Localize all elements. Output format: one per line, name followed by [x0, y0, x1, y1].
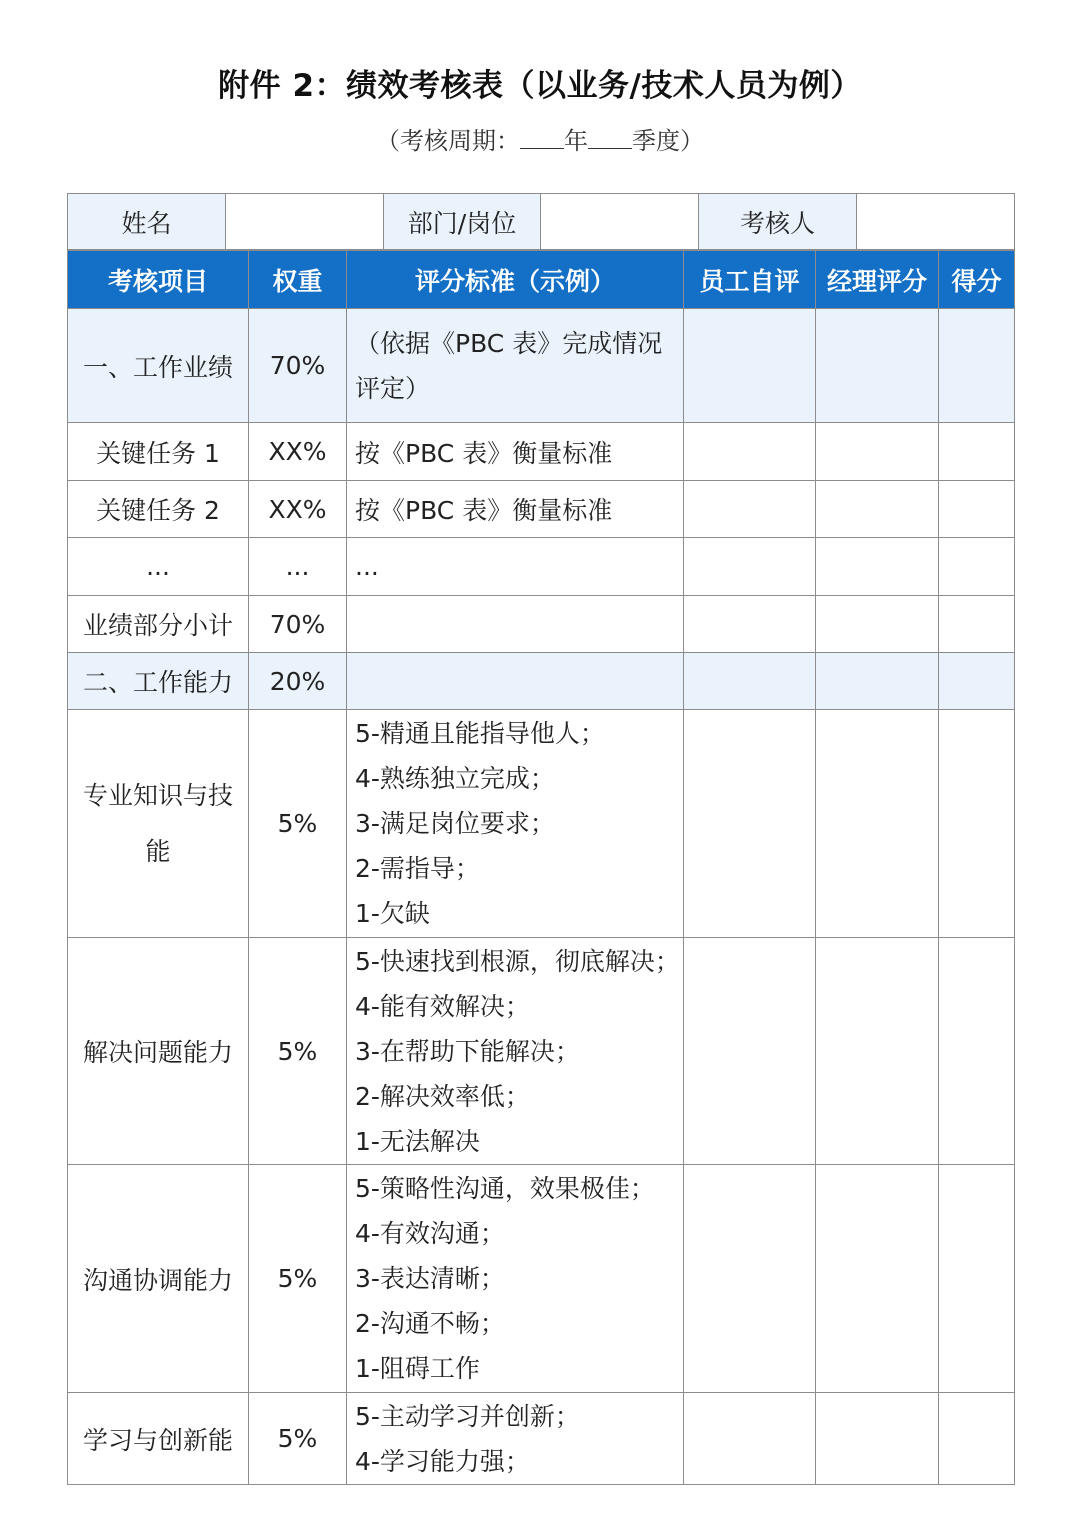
criteria-line: 5-快速找到根源，彻底解决；	[355, 946, 680, 976]
row-item: 一、工作业绩	[68, 309, 249, 423]
row-criteria: 按《PBC 表》衡量标准	[347, 481, 684, 538]
criteria-line: 2-沟通不畅；	[355, 1309, 505, 1338]
criteria-line: 1-无法解决	[355, 1126, 480, 1156]
dept-label: 部门/岗位	[384, 194, 541, 250]
reviewer-label: 考核人	[699, 194, 857, 250]
row-item	[68, 710, 249, 938]
score-cell[interactable]	[939, 1393, 1015, 1485]
assessment-table	[67, 250, 1015, 1485]
period-prefix: （考核周期：	[376, 127, 520, 155]
row-weight: XX%	[249, 423, 347, 481]
self-eval-cell[interactable]	[684, 309, 816, 423]
criteria-line: 2-需指导；	[355, 854, 480, 883]
row-criteria	[347, 710, 684, 938]
criteria-line: 5-主动学习并创新；	[355, 1401, 580, 1431]
manager-score-cell[interactable]	[816, 538, 939, 596]
manager-score-cell[interactable]	[816, 423, 939, 481]
row-criteria	[347, 938, 684, 1165]
info-table	[67, 193, 1015, 250]
row-criteria	[347, 1165, 684, 1393]
reviewer-field[interactable]	[857, 194, 1015, 250]
quarter-label: 季度）	[632, 127, 704, 155]
self-eval-cell[interactable]	[684, 710, 816, 938]
row-criteria	[347, 653, 684, 710]
row-weight: XX%	[249, 481, 347, 538]
col-header-self-eval: 员工自评	[684, 251, 816, 309]
score-cell[interactable]	[939, 710, 1015, 938]
score-cell[interactable]	[939, 309, 1015, 423]
row-weight: 70%	[249, 596, 347, 653]
table-row	[68, 596, 1015, 653]
row-criteria: ...	[347, 538, 684, 596]
score-cell[interactable]	[939, 938, 1015, 1165]
manager-score-cell[interactable]	[816, 596, 939, 653]
row-weight: 20%	[249, 653, 347, 710]
row-item: ...	[68, 538, 249, 596]
score-cell[interactable]	[939, 1165, 1015, 1393]
criteria-line: 1-欠缺	[355, 899, 430, 928]
manager-score-cell[interactable]	[816, 1393, 939, 1485]
criteria-line: 4-有效沟通；	[355, 1219, 505, 1248]
row-weight: 5%	[249, 938, 347, 1165]
manager-score-cell[interactable]	[816, 710, 939, 938]
criteria-line: 1-阻碍工作	[355, 1354, 480, 1383]
table-row	[68, 309, 1015, 423]
item-line: 能	[145, 836, 171, 866]
col-header-score: 得分	[939, 251, 1015, 309]
score-cell[interactable]	[939, 423, 1015, 481]
criteria-line: 3-在帮助下能解决；	[355, 1036, 580, 1066]
criteria-line: 4-熟练独立完成；	[355, 764, 555, 793]
name-field[interactable]	[226, 194, 384, 250]
self-eval-cell[interactable]	[684, 423, 816, 481]
row-weight: 5%	[249, 710, 347, 938]
row-item: 业绩部分小计	[68, 596, 249, 653]
criteria-line: 3-满足岗位要求；	[355, 809, 555, 838]
row-item: 学习与创新能	[68, 1393, 249, 1485]
table-row	[68, 538, 1015, 596]
criteria-line: （依据《PBC 表》完成情况	[355, 328, 663, 358]
criteria-line: 2-解决效率低；	[355, 1081, 530, 1111]
score-cell[interactable]	[939, 481, 1015, 538]
year-blank[interactable]	[520, 128, 564, 149]
criteria-line: 5-策略性沟通，效果极佳；	[355, 1174, 655, 1203]
criteria-line: 评定）	[355, 373, 431, 403]
info-row	[68, 194, 1015, 250]
table-header-row	[68, 251, 1015, 309]
row-criteria	[347, 596, 684, 653]
table-row	[68, 481, 1015, 538]
row-item: 关键任务 1	[68, 423, 249, 481]
self-eval-cell[interactable]	[684, 1393, 816, 1485]
row-criteria	[347, 1393, 684, 1485]
criteria-line: 4-能有效解决；	[355, 991, 530, 1021]
quarter-blank[interactable]	[588, 128, 632, 149]
self-eval-cell[interactable]	[684, 1165, 816, 1393]
row-item: 二、工作能力	[68, 653, 249, 710]
self-eval-cell[interactable]	[684, 938, 816, 1165]
score-cell[interactable]	[939, 596, 1015, 653]
table-row	[68, 423, 1015, 481]
row-item: 关键任务 2	[68, 481, 249, 538]
criteria-line: 3-表达清晰；	[355, 1264, 505, 1293]
row-item: 解决问题能力	[68, 938, 249, 1165]
criteria-line: 5-精通且能指导他人；	[355, 719, 605, 748]
criteria-line: 4-学习能力强；	[355, 1446, 530, 1476]
col-header-criteria: 评分标准（示例）	[347, 251, 684, 309]
score-cell[interactable]	[939, 538, 1015, 596]
manager-score-cell[interactable]	[816, 309, 939, 423]
col-header-item: 考核项目	[68, 251, 249, 309]
table-row	[68, 938, 1015, 1165]
row-weight: ...	[249, 538, 347, 596]
col-header-weight: 权重	[249, 251, 347, 309]
table-row	[68, 1393, 1015, 1485]
score-cell[interactable]	[939, 653, 1015, 710]
year-label: 年	[564, 127, 588, 155]
table-row	[68, 653, 1015, 710]
row-weight: 5%	[249, 1165, 347, 1393]
row-item: 沟通协调能力	[68, 1165, 249, 1393]
table-row	[68, 710, 1015, 938]
page-title: 附件 2：绩效考核表（以业务/技术人员为例）	[218, 68, 862, 104]
item-line: 专业知识与技	[82, 780, 233, 810]
self-eval-cell[interactable]	[684, 653, 816, 710]
row-weight: 70%	[249, 309, 347, 423]
table-row	[68, 1165, 1015, 1393]
self-eval-cell[interactable]	[684, 481, 816, 538]
page-subtitle	[0, 121, 1080, 156]
row-criteria	[347, 309, 684, 423]
row-weight: 5%	[249, 1393, 347, 1485]
self-eval-cell[interactable]	[684, 596, 816, 653]
self-eval-cell[interactable]	[684, 538, 816, 596]
dept-field[interactable]	[541, 194, 699, 250]
manager-score-cell[interactable]	[816, 481, 939, 538]
name-label: 姓名	[68, 194, 226, 250]
row-criteria: 按《PBC 表》衡量标准	[347, 423, 684, 481]
col-header-manager-score: 经理评分	[816, 251, 939, 309]
manager-score-cell[interactable]	[816, 653, 939, 710]
manager-score-cell[interactable]	[816, 938, 939, 1165]
manager-score-cell[interactable]	[816, 1165, 939, 1393]
